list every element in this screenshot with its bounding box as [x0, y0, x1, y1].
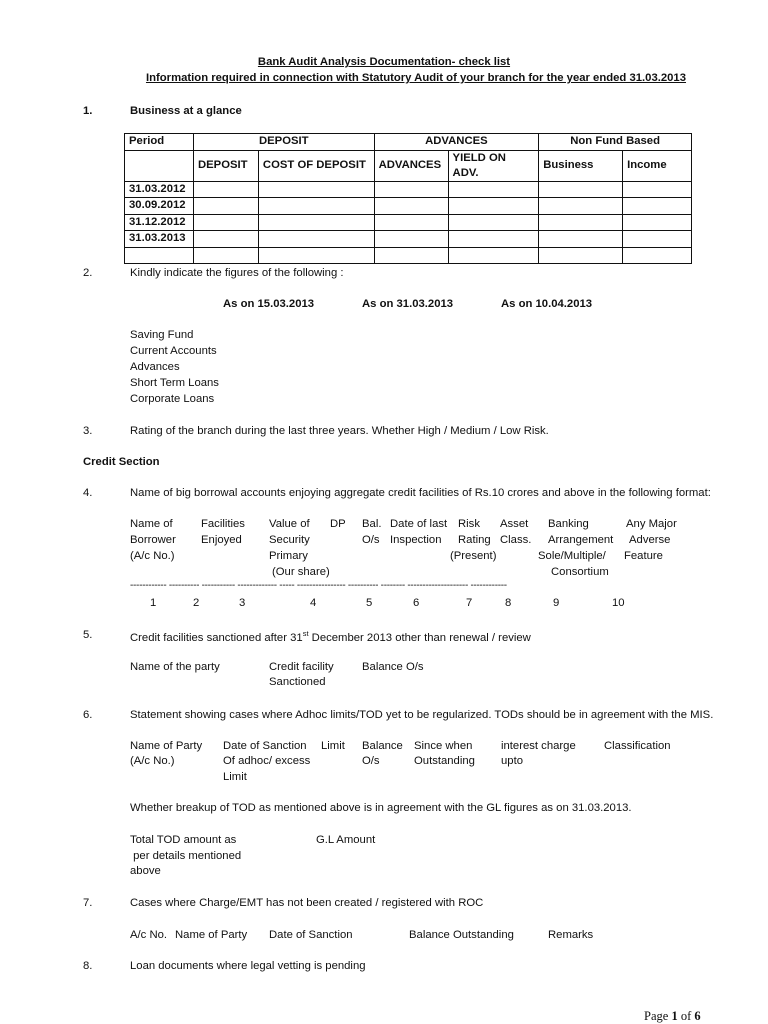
total-tod-line-1: Total TOD amount as: [130, 834, 237, 846]
col-dp: DP: [330, 518, 346, 530]
col-ac-no: (A/c No.): [130, 550, 175, 562]
subheader-business: Business: [539, 150, 623, 181]
section-6-number: 6.: [83, 709, 93, 721]
section-4-number: 4.: [83, 487, 93, 499]
col-consortium: Consortium: [551, 566, 609, 578]
col-arrangement: Arrangement: [548, 534, 614, 546]
subheader-deposit: DEPOSIT: [193, 150, 258, 181]
section-2-text: Kindly indicate the figures of the following :: [130, 267, 344, 279]
col-name-of-party: Name of Party: [130, 740, 203, 752]
subheader-income: Income: [623, 150, 692, 181]
col-name-of-party: Name of Party: [175, 929, 248, 941]
col-os: O/s: [362, 755, 380, 767]
document-subtitle: Information required in connection with Statutory Audit of your branch for the year ended 31.03.2013: [145, 72, 687, 84]
list-item: Saving Fund: [130, 329, 194, 341]
column-number: 5: [366, 597, 373, 609]
section-7-number: 7.: [83, 897, 93, 909]
list-item: Current Accounts: [130, 345, 217, 357]
col-rating: Rating: [458, 534, 491, 546]
col-feature: Feature: [624, 550, 663, 562]
col-borrower: Borrower: [130, 534, 176, 546]
col-credit-facility: Credit facility: [269, 661, 334, 673]
col-name-of: Name of: [130, 518, 173, 530]
col-present: (Present): [450, 550, 497, 562]
list-item: Corporate Loans: [130, 393, 215, 405]
table-row: [125, 231, 692, 248]
column-number: 9: [553, 597, 560, 609]
col-value-of: Value of: [269, 518, 310, 530]
col-balance-os: Balance O/s: [362, 661, 424, 673]
col-class: Class.: [500, 534, 532, 546]
column-number: 7: [466, 597, 473, 609]
column-number: 8: [505, 597, 512, 609]
header-non-fund-based: Non Fund Based: [539, 134, 692, 151]
col-inspection: Inspection: [390, 534, 442, 546]
section-5-number: 5.: [83, 629, 93, 641]
col-since-when: Since when: [414, 740, 473, 752]
table-row: [125, 181, 692, 198]
col-outstanding: Outstanding: [414, 755, 475, 767]
period-cell: [125, 247, 194, 264]
period-cell: 31.12.2012: [125, 214, 194, 231]
date-column-1: As on 15.03.2013: [223, 298, 315, 310]
section-5-text: Credit facilities sanctioned after 31st December 2013 other than renewal / review: [130, 629, 531, 644]
period-cell: 30.09.2012: [125, 198, 194, 215]
dash-separator: ------------ ---------- ----------- ------------- ----- ---------------- ---------- -------- -------------------- ------------: [130, 580, 507, 591]
col-limit: Limit: [321, 740, 345, 752]
col-facilities: Facilities: [201, 518, 245, 530]
section-8-number: 8.: [83, 960, 93, 972]
business-at-a-glance-table: [124, 133, 692, 264]
col-enjoyed: Enjoyed: [201, 534, 242, 546]
list-item: Short Term Loans: [130, 377, 219, 389]
section-3-text: Rating of the branch during the last three years. Whether High / Medium / Low Risk.: [130, 425, 549, 437]
column-number: 1: [150, 597, 157, 609]
subheader-cell: [125, 150, 194, 181]
section-1-title: Business at a glance: [130, 105, 242, 117]
col-interest-charge: interest charge: [501, 740, 576, 752]
col-name-of-party: Name of the party: [130, 661, 220, 673]
col-date-of-sanction: Date of Sanction: [223, 740, 307, 752]
col-upto: upto: [501, 755, 523, 767]
subheader-cost-of-deposit: COST OF DEPOSIT: [258, 150, 374, 181]
col-sanctioned: Sanctioned: [269, 676, 326, 688]
date-column-2: As on 31.03.2013: [362, 298, 454, 310]
total-tod-line-3: above: [130, 865, 161, 877]
column-number: 2: [193, 597, 200, 609]
col-ac-no: (A/c No.): [130, 755, 175, 767]
column-number: 3: [239, 597, 246, 609]
col-balance-outstanding: Balance Outstanding: [409, 929, 514, 941]
gl-amount: G.L Amount: [316, 834, 376, 846]
col-bal: Bal.: [362, 518, 382, 530]
col-primary: Primary: [269, 550, 308, 562]
col-security: Security: [269, 534, 310, 546]
period-cell: 31.03.2012: [125, 181, 194, 198]
col-remarks: Remarks: [548, 929, 594, 941]
section-4-text: Name of big borrowal accounts enjoying aggregate credit facilities of Rs.10 crores and above in the following format:: [130, 487, 711, 499]
credit-section-heading: Credit Section: [83, 456, 160, 468]
col-risk: Risk: [458, 518, 480, 530]
col-banking: Banking: [548, 518, 589, 530]
col-any-major: Any Major: [626, 518, 677, 530]
col-of-adhoc: Of adhoc/ excess: [223, 755, 311, 767]
date-column-3: As on 10.04.2013: [501, 298, 593, 310]
list-item: Advances: [130, 361, 180, 373]
document-title: Bank Audit Analysis Documentation- check list: [257, 56, 511, 68]
section-1-number: 1.: [83, 105, 93, 117]
subheader-yield-on-adv: YIELD ON ADV.: [448, 150, 539, 181]
col-os: O/s: [362, 534, 380, 546]
breakup-question: Whether breakup of TOD as mentioned above is in agreement with the GL figures as on 31.03.2013.: [130, 802, 632, 814]
section-3-number: 3.: [83, 425, 93, 437]
page-number: Page 1 of 6: [644, 1009, 701, 1023]
total-tod-line-2: per details mentioned: [130, 850, 242, 862]
col-limit-sub: Limit: [223, 771, 247, 783]
header-deposit: DEPOSIT: [193, 134, 374, 151]
period-cell: 31.03.2013: [125, 231, 194, 248]
header-period: Period: [125, 134, 194, 151]
col-date-of-last: Date of last: [390, 518, 448, 530]
col-date-of-sanction: Date of Sanction: [269, 929, 353, 941]
col-our-share: (Our share): [272, 566, 330, 578]
section-8-text: Loan documents where legal vetting is pending: [130, 960, 366, 972]
column-number: 4: [310, 597, 317, 609]
table-row: [125, 247, 692, 264]
section-2-number: 2.: [83, 267, 93, 279]
col-classification: Classification: [604, 740, 671, 752]
section-7-text: Cases where Charge/EMT has not been created / registered with ROC: [130, 897, 484, 909]
column-number: 6: [413, 597, 420, 609]
column-number: 10: [612, 597, 625, 609]
col-sole-multiple: Sole/Multiple/: [538, 550, 606, 562]
col-balance: Balance: [362, 740, 403, 752]
col-adverse: Adverse: [629, 534, 671, 546]
table-row: [125, 214, 692, 231]
header-advances: ADVANCES: [374, 134, 539, 151]
table-row: [125, 198, 692, 215]
col-ac-no: A/c No.: [130, 929, 168, 941]
subheader-advances: ADVANCES: [374, 150, 448, 181]
col-asset: Asset: [500, 518, 529, 530]
section-6-text: Statement showing cases where Adhoc limits/TOD yet to be regularized. TODs should be in agreement with the MIS.: [130, 709, 714, 721]
